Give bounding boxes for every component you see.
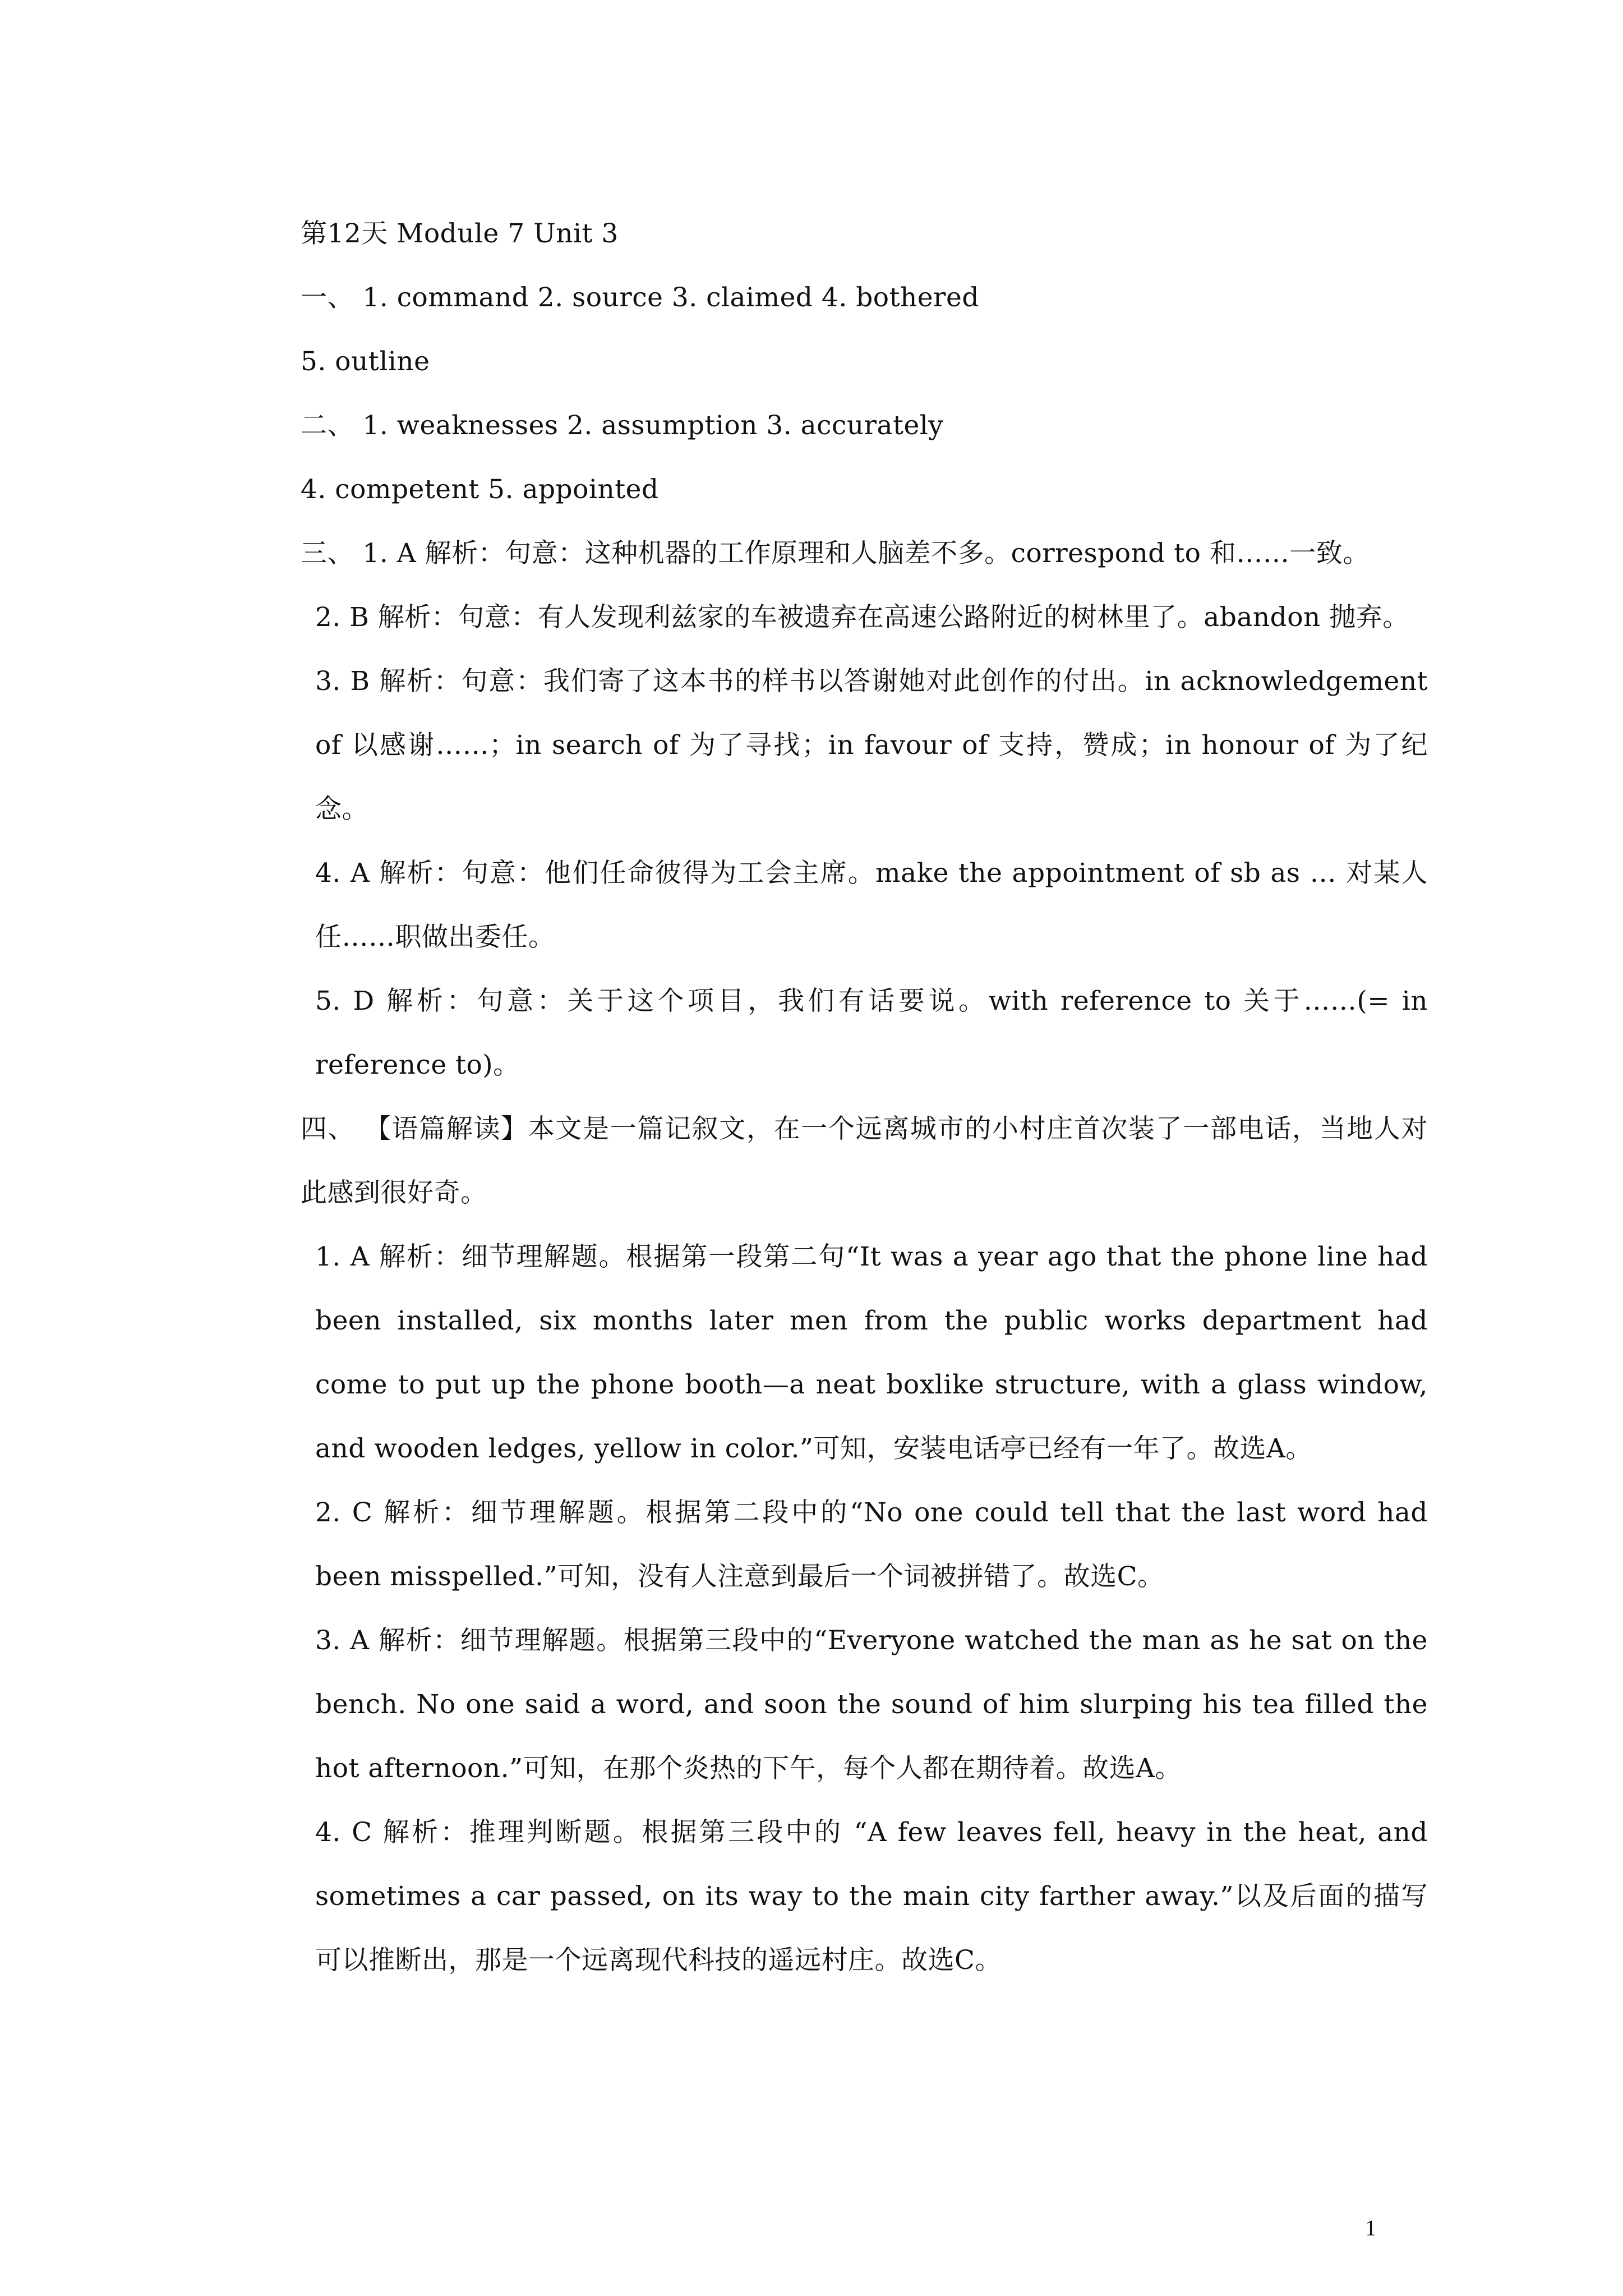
section-3-item-4: 4. A 解析：句意：他们任命彼得为工会主席。make the appointment of sb as … 对某人任……职做出委任。 — [315, 858, 1428, 953]
page-title: 第12天 Module 7 Unit 3 — [301, 218, 619, 249]
section-2-line-1 — [245, 394, 1428, 458]
answer-key-content — [245, 202, 1428, 1993]
section-4-intro — [245, 1097, 1428, 1225]
section-1-line-1 — [245, 266, 1428, 330]
section-4-intro-text: 【语篇解读】本文是一篇记叙文，在一个远离城市的小村庄首次装了一部电话，当地人对此感到很好奇。 — [301, 1114, 1428, 1208]
section-4-item-2: 2. C 解析：细节理解题。根据第二段中的“No one could tell that the last word had been misspelled.”可知，没有人注意到最后一个词被拼错了。故选C。 — [315, 1497, 1428, 1592]
section-4-item-3: 3. A 解析：细节理解题。根据第三段中的“Everyone watched the man as he sat on the bench. No one said a word, and soon the sound of him slurping his tea filled the hot afternoon.”可知，在那个炎热的下午，每个人都在期待着。故选A。 — [315, 1625, 1428, 1784]
section-3-item-2: 2. B 解析：句意：有人发现利兹家的车被遗弃在高速公路附近的树林里了。abandon 抛弃。 — [315, 602, 1409, 633]
section-4-item-4: 4. C 解析：推理判断题。根据第三段中的 “A few leaves fell, heavy in the heat, and sometimes a car passed, on its way to the main city farther away.”以及后面的描写可以推断出，那是一个远离现代科技的遥远村庄。故选C。 — [315, 1817, 1428, 1976]
section-3-item-1 — [245, 522, 1428, 586]
section-2-answers-a: 1. weaknesses 2. assumption 3. accurately — [362, 410, 944, 441]
page-number: 1 — [1365, 2215, 1376, 2240]
section-2-line-2: 4. competent 5. appointed — [301, 474, 659, 505]
section-3-label: 三、 — [301, 538, 354, 569]
section-1-answers-a: 1. command 2. source 3. claimed 4. bothered — [362, 282, 979, 313]
section-3-item-5: 5. D 解析：句意：关于这个项目，我们有话要说。with reference to 关于……(= in reference to)。 — [315, 986, 1428, 1080]
section-2-label: 二、 — [301, 410, 354, 441]
section-4-label: 四、 — [301, 1114, 356, 1144]
section-4-item-1: 1. A 解析：细节理解题。根据第一段第二句“It was a year ago that the phone line had been installed, six months later men from the public works department had come to put up the phone booth—a neat boxlike structure, with a glass window, and wooden ledges, yellow in color.”可知，安装电话亭已经有一年了。故选A。 — [315, 1241, 1428, 1464]
section-3-item-1-text: 1. A 解析：句意：这种机器的工作原理和人脑差不多。correspond to 和……一致。 — [362, 538, 1370, 569]
section-3-item-3: 3. B 解析：句意：我们寄了这本书的样书以答谢她对此创作的付出。in acknowledgement of 以感谢……；in search of 为了寻找；in favour of 支持，赞成；in honour of 为了纪念。 — [315, 666, 1428, 825]
section-1-label: 一、 — [301, 282, 354, 313]
section-1-line-2: 5. outline — [301, 346, 430, 377]
